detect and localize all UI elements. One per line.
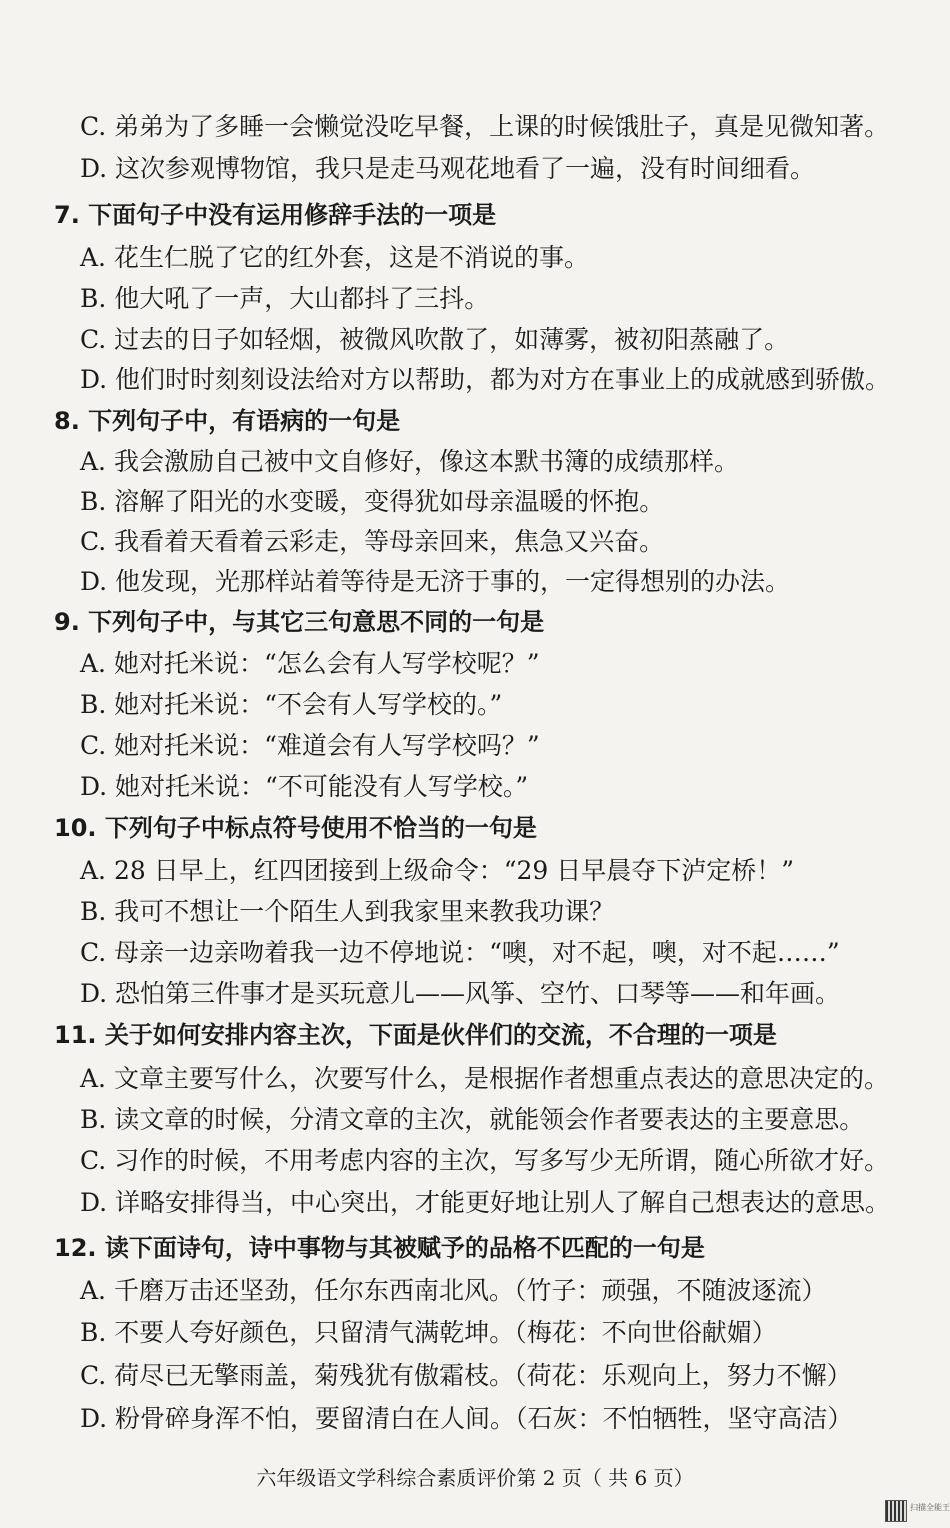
qr-code-icon xyxy=(885,1500,907,1522)
option-line: B. 他大吼了一声，大山都抖了三抖。 xyxy=(80,284,490,313)
option-line: D. 详略安排得当，中心突出，才能更好地让别人了解自己想表达的意思。 xyxy=(80,1188,891,1217)
option-line: C. 弟弟为了多睡一会懒觉没吃早餐，上课的时候饿肚子，真是见微知著。 xyxy=(80,112,890,141)
option-line: D. 这次参观博物馆，我只是走马观花地看了一遍，没有时间细看。 xyxy=(80,154,816,183)
question-heading: 9. 下列句子中，与其它三句意思不同的一句是 xyxy=(54,608,545,636)
question-heading: 7. 下面句子中没有运用修辞手法的一项是 xyxy=(54,201,497,229)
option-line: A. 文章主要写什么，次要写什么，是根据作者想重点表达的意思决定的。 xyxy=(80,1064,889,1093)
option-line: A. 28 日早上，红四团接到上级命令：“29 日早晨夺下泸定桥！” xyxy=(80,856,795,885)
page-footer: 六年级语文学科综合素质评价第 2 页（ 共 6 页） xyxy=(256,1466,694,1490)
option-line: B. 她对托米说：“不会有人写学校的。” xyxy=(80,690,503,719)
watermark-label: 扫描全能王 xyxy=(910,1503,950,1512)
option-line: C. 她对托米说：“难道会有人写学校吗？” xyxy=(80,731,540,760)
option-line: A. 她对托米说：“怎么会有人写学校呢？” xyxy=(80,649,540,678)
option-line: B. 我可不想让一个陌生人到我家里来教我功课？ xyxy=(80,897,615,926)
option-line: D. 他们时时刻刻设法给对方以帮助，都为对方在事业上的成就感到骄傲。 xyxy=(80,365,891,394)
option-line: C. 习作的时候，不用考虑内容的主次，写多写少无所谓，随心所欲才好。 xyxy=(80,1146,890,1175)
option-line: C. 荷尽已无擎雨盖，菊残犹有傲霜枝。（荷花：乐观向上，努力不懈） xyxy=(80,1361,852,1390)
question-heading: 12. 读下面诗句，诗中事物与其被赋予的品格不匹配的一句是 xyxy=(54,1234,705,1262)
option-line: A. 千磨万击还坚劲，任尔东西南北风。（竹子：顽强，不随波逐流） xyxy=(80,1276,827,1305)
question-heading: 10. 下列句子中标点符号使用不恰当的一句是 xyxy=(54,814,537,842)
option-line: C. 过去的日子如轻烟，被微风吹散了，如薄雾，被初阳蒸融了。 xyxy=(80,325,790,354)
option-line: B. 不要人夸好颜色，只留清气满乾坤。（梅花：不向世俗献媚） xyxy=(80,1318,777,1347)
option-line: A. 我会激励自己被中文自修好，像这本默书簿的成绩那样。 xyxy=(80,447,739,476)
option-line: D. 恐怕第三件事才是买玩意儿——风筝、空竹、口琴等——和年画。 xyxy=(80,979,841,1008)
option-line: B. 溶解了阳光的水变暖，变得犹如母亲温暖的怀抱。 xyxy=(80,487,665,516)
question-heading: 8. 下列句子中，有语病的一句是 xyxy=(54,407,401,435)
option-line: C. 我看着天看着云彩走，等母亲回来，焦急又兴奋。 xyxy=(80,527,665,556)
option-line: D. 他发现，光那样站着等待是无济于事的，一定得想别的办法。 xyxy=(80,567,791,596)
option-line: C. 母亲一边亲吻着我一边不停地说：“噢，对不起，噢，对不起……” xyxy=(80,938,840,967)
option-line: B. 读文章的时候，分清文章的主次，就能领会作者要表达的主要意思。 xyxy=(80,1105,865,1134)
option-line: D. 她对托米说：“不可能没有人写学校。” xyxy=(80,772,529,801)
option-line: D. 粉骨碎身浑不怕，要留清白在人间。（石灰：不怕牺牲，坚守高洁） xyxy=(80,1404,853,1433)
option-line: A. 花生仁脱了它的红外套，这是不消说的事。 xyxy=(80,243,589,272)
question-heading: 11. 关于如何安排内容主次，下面是伙伴们的交流，不合理的一项是 xyxy=(54,1021,777,1049)
